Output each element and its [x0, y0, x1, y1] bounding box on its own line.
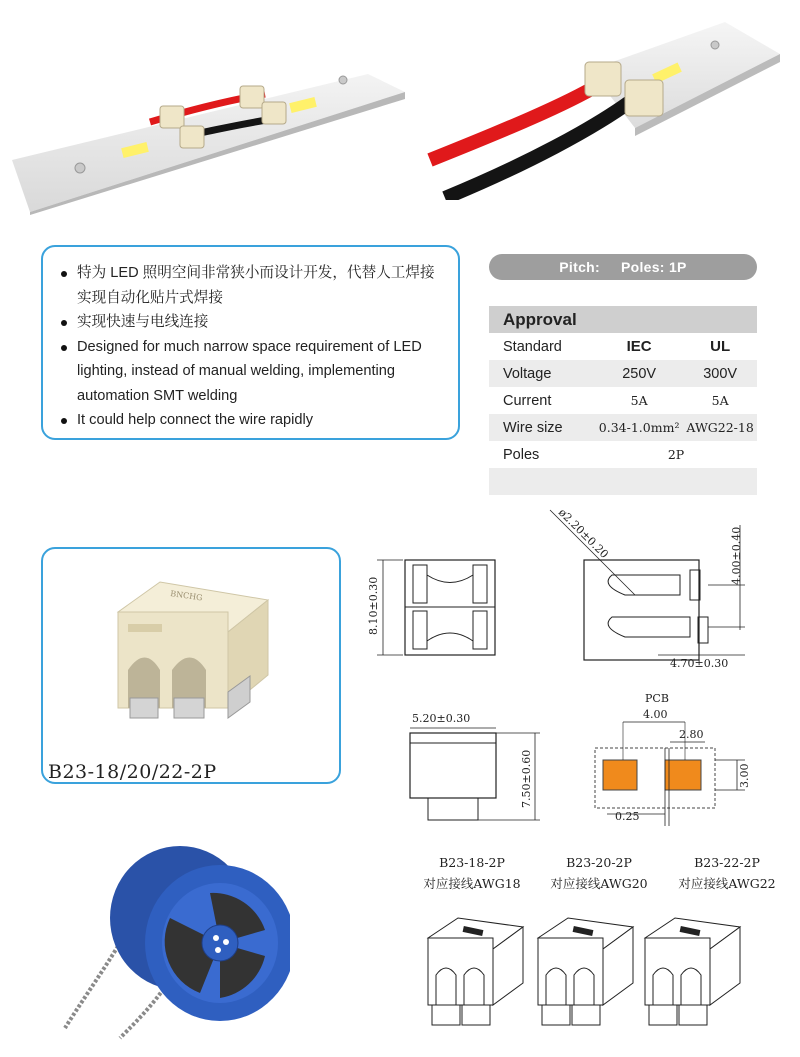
connector-product-image	[100, 580, 285, 740]
variant-desc: 对应接线AWG18	[423, 876, 521, 891]
spec-value-ul: UL	[683, 333, 757, 360]
variant-connector-18	[428, 918, 523, 1025]
dim-depth: 4.70±0.30	[670, 657, 729, 670]
pcb-pitch: 4.00	[643, 708, 668, 721]
pitch-poles-banner	[489, 254, 757, 280]
dim-hole: ø2.20±0.20	[555, 505, 611, 561]
drawing-pcb-footprint	[585, 688, 755, 828]
dim-width: 5.20±0.30	[412, 712, 471, 725]
variant-model: B23-18-2P	[439, 855, 505, 870]
spec-row-voltage	[489, 360, 757, 387]
dim-right-height: 4.00±0.40	[730, 526, 743, 585]
spec-value-iec: 250V	[595, 360, 683, 387]
drawing-side-view	[355, 545, 515, 660]
spec-value-ul: AWG22-18	[683, 414, 757, 441]
variant-connector-20	[538, 918, 633, 1025]
dim-total-height: 7.50±0.60	[520, 749, 533, 808]
drawing-front-view	[400, 708, 550, 833]
feature-list	[59, 261, 444, 433]
led-strip-photo-left	[0, 0, 410, 215]
dim-height: 8.10±0.30	[367, 576, 380, 635]
feature-item: Designed for much narrow space requirement of LED lighting, instead of manual welding, implementing automation SMT welding	[59, 335, 444, 409]
variant-connector-22	[645, 918, 740, 1025]
spec-value-ul: 300V	[683, 360, 757, 387]
pcb-gap: 0.25	[615, 810, 640, 823]
model-label: B23-18/20/22-2P	[48, 761, 217, 783]
spec-value-ul: 5A	[683, 387, 757, 414]
pcb-height: 3.00	[738, 763, 751, 788]
variant-desc: 对应接线AWG22	[678, 876, 776, 891]
tape-reel-image	[60, 838, 290, 1043]
spec-row-current	[489, 387, 757, 414]
drawing-section-view	[540, 505, 790, 675]
spec-value-iec: 0.34-1.0mm²	[595, 414, 683, 441]
variant-labels	[410, 852, 790, 902]
spec-table	[489, 306, 757, 495]
approval-header: Approval	[489, 306, 757, 333]
spec-row-wire-size	[489, 414, 757, 441]
spec-key: Poles	[489, 441, 595, 468]
brand-mark: BNCHG	[169, 589, 204, 603]
poles-label: Poles: 1P	[620, 259, 687, 275]
spec-key: Wire size	[489, 414, 595, 441]
spec-key: Voltage	[489, 360, 595, 387]
spec-value-iec: IEC	[595, 333, 683, 360]
feature-item: It could help connect the wire rapidly	[59, 408, 444, 433]
variant-model: B23-22-2P	[694, 855, 760, 870]
spec-row-standard	[489, 333, 757, 360]
spec-key: Current	[489, 387, 595, 414]
spec-value-iec: 5A	[595, 387, 683, 414]
spec-row-blank	[489, 468, 757, 495]
spec-value-poles: 2P	[595, 441, 757, 468]
variant-connector-drawings	[420, 905, 790, 1035]
pitch-label: Pitch:	[559, 259, 600, 275]
led-strip-photo-right	[425, 0, 800, 200]
pcb-pad: 2.80	[679, 728, 704, 741]
pcb-label: PCB	[645, 692, 669, 705]
feature-item: 实现快速与电线连接	[59, 310, 444, 335]
feature-list-box	[41, 245, 460, 440]
feature-item: 特为 LED 照明空间非常狭小而设计开发，代替人工焊接实现自动化贴片式焊接	[59, 261, 444, 310]
variant-model: B23-20-2P	[566, 855, 632, 870]
variant-desc: 对应接线AWG20	[550, 876, 648, 891]
spec-row-poles	[489, 441, 757, 468]
spec-key: Standard	[489, 333, 595, 360]
